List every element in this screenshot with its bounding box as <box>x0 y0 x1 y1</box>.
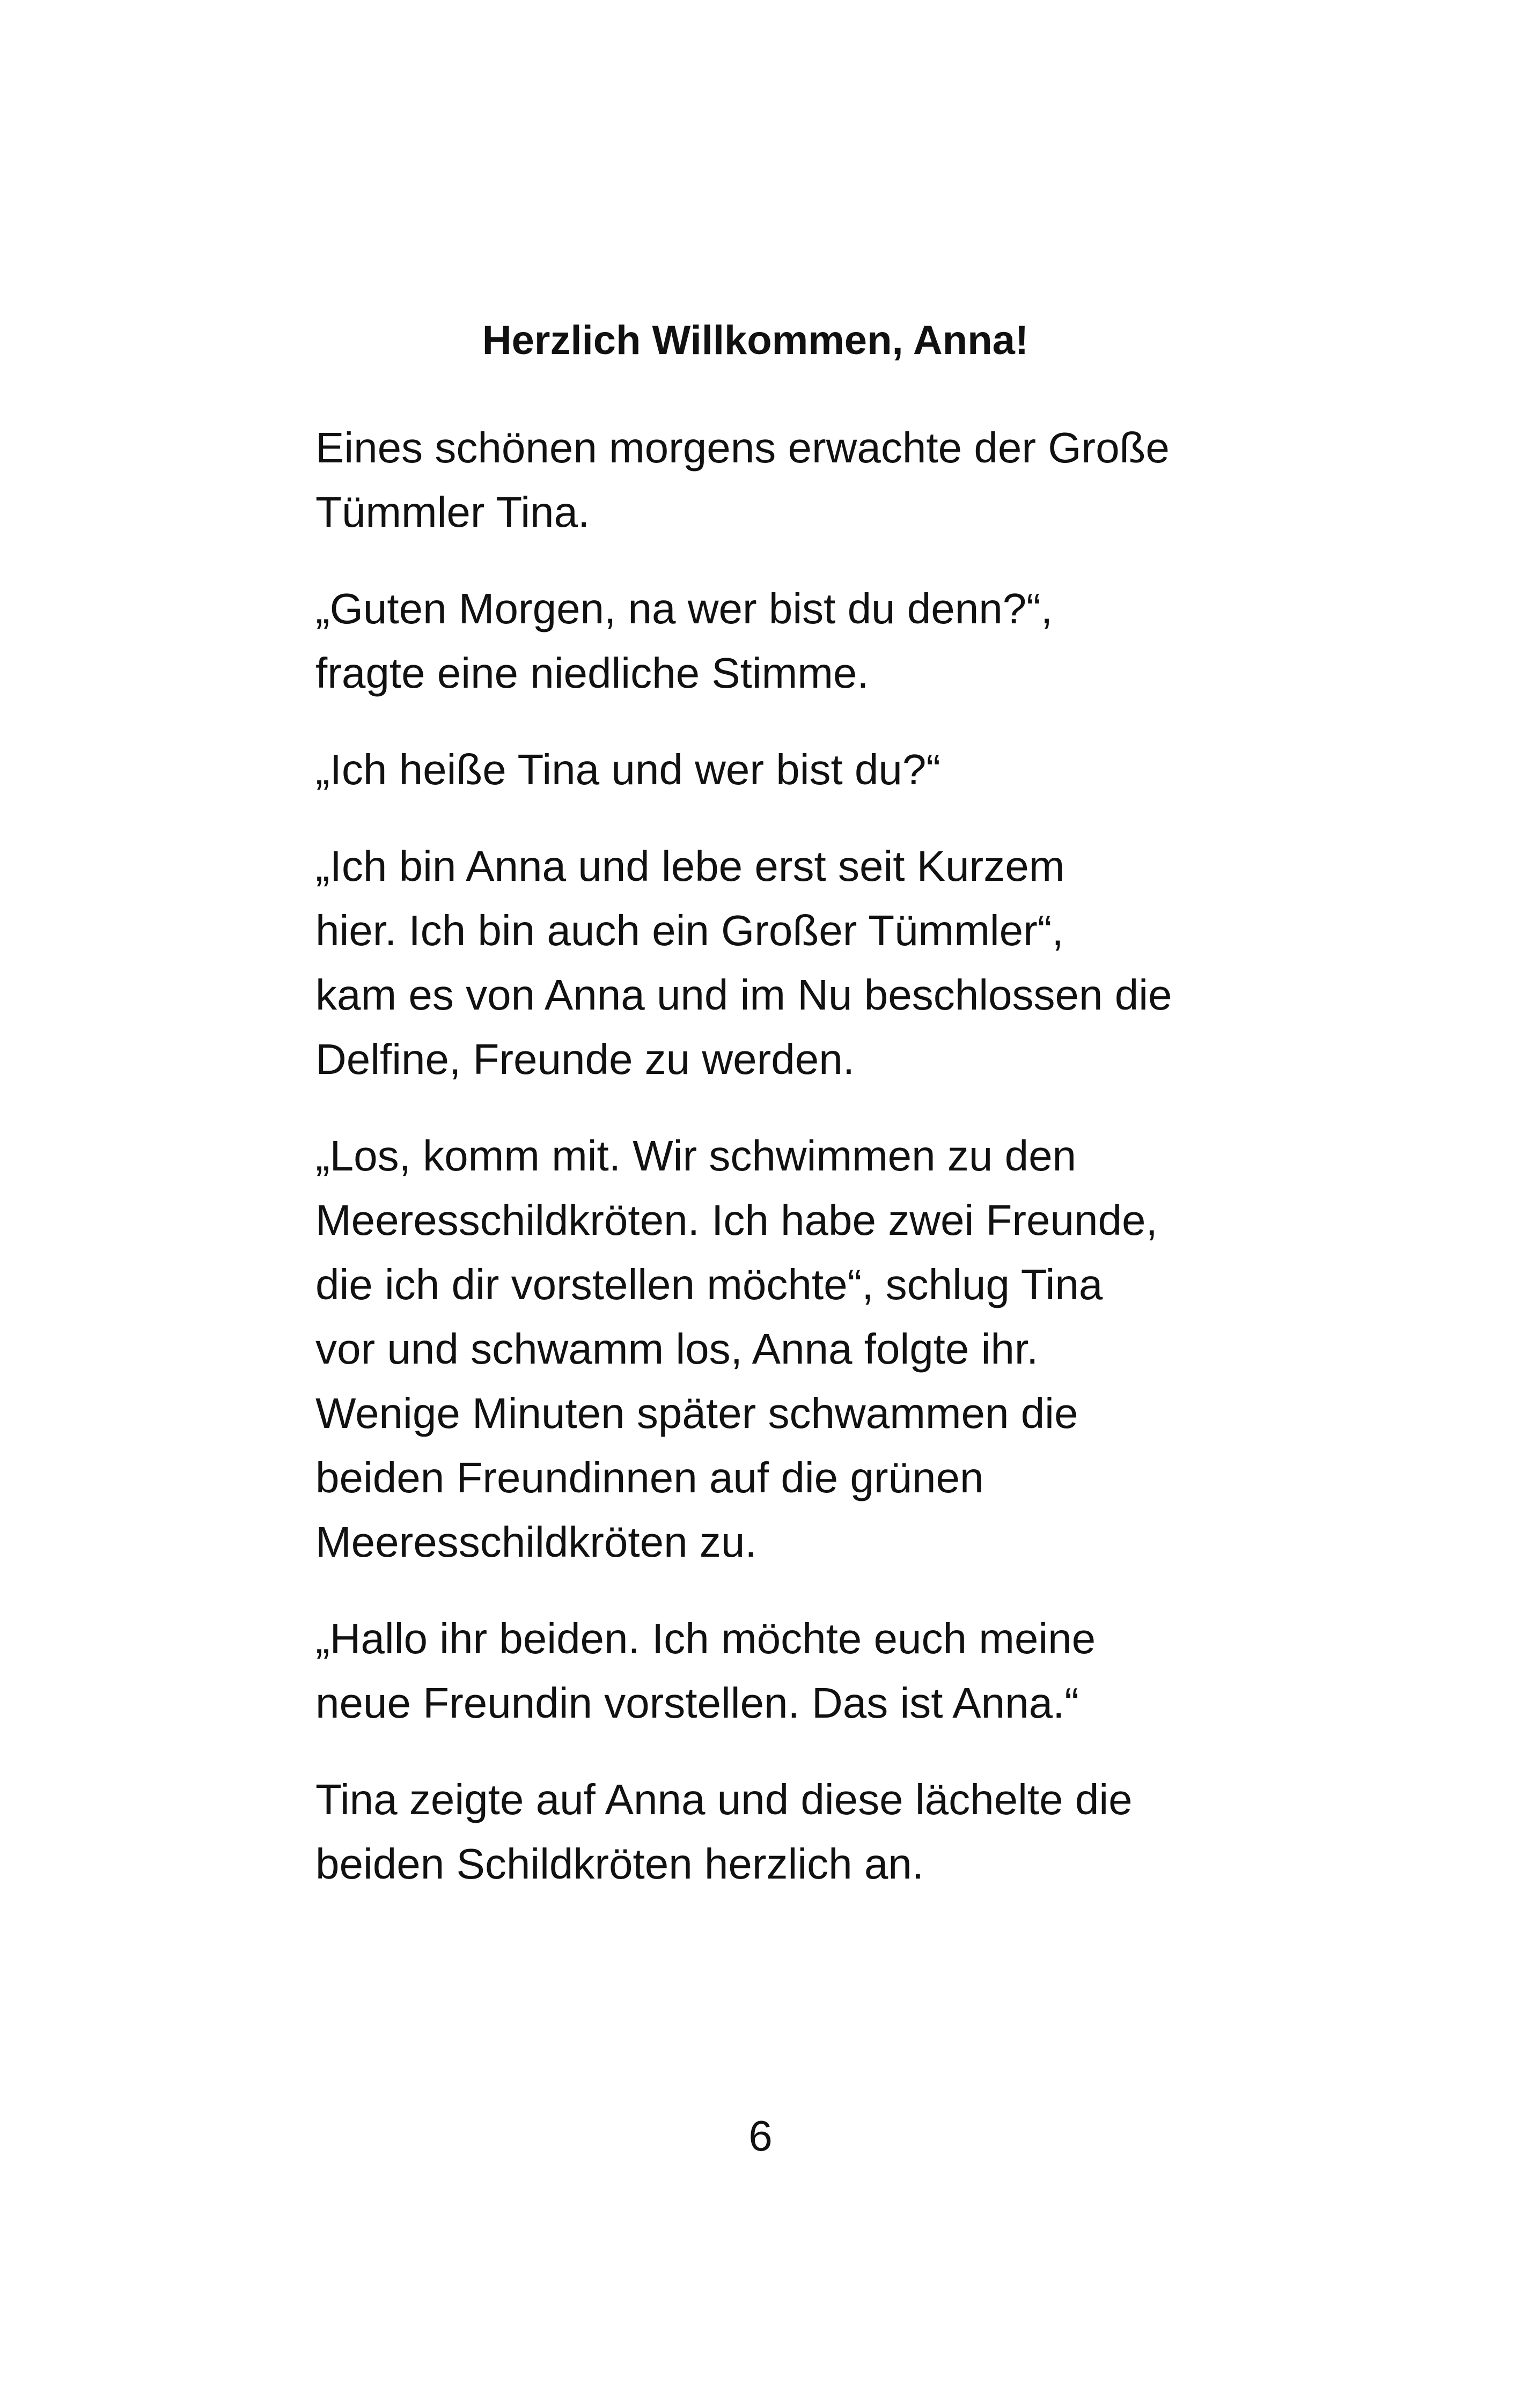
text-line: Eines schönen morgens erwachte der Große <box>315 424 1170 472</box>
text-line: „Ich bin Anna und lebe erst seit Kurzem <box>315 842 1065 890</box>
paragraph <box>315 1768 1217 1896</box>
text-line: Wenige Minuten später schwammen die <box>315 1389 1078 1437</box>
paragraph <box>315 1124 1217 1574</box>
chapter-title: Herzlich Willkommen, Anna! <box>482 318 1029 363</box>
text-line: Tümmler Tina. <box>315 488 590 536</box>
paragraph <box>315 834 1217 1092</box>
text-line: neue Freundin vorstellen. Das ist Anna.“ <box>315 1679 1079 1727</box>
text-line: „Guten Morgen, na wer bist du denn?“, <box>315 585 1053 632</box>
text-line: Meeresschildkröten zu. <box>315 1518 757 1566</box>
text-line: beiden Freundinnen auf die grünen <box>315 1454 984 1501</box>
text-line: „Los, komm mit. Wir schwimmen zu den <box>315 1132 1077 1180</box>
text-line: beiden Schildkröten herzlich an. <box>315 1840 924 1888</box>
text-line: Tina zeigte auf Anna und diese lächelte die <box>315 1776 1133 1823</box>
text-line: „Ich heiße Tina und wer bist du?“ <box>315 746 941 793</box>
text-line: kam es von Anna und im Nu beschlossen die <box>315 971 1172 1019</box>
text-line: die ich dir vorstellen möchte“, schlug Tina <box>315 1261 1103 1308</box>
page-number: 6 <box>748 2112 773 2160</box>
text-line: fragte eine niedliche Stimme. <box>315 649 869 697</box>
text-line: Delfine, Freunde zu werden. <box>315 1035 855 1083</box>
paragraph <box>315 416 1217 544</box>
paragraph <box>315 738 1217 802</box>
text-line: vor und schwamm los, Anna folgte ihr. <box>315 1325 1039 1373</box>
paragraph <box>315 577 1217 705</box>
story-text <box>315 416 1217 1928</box>
text-line: hier. Ich bin auch ein Großer Tümmler“, <box>315 907 1064 954</box>
paragraph <box>315 1607 1217 1735</box>
text-line: Meeresschildkröten. Ich habe zwei Freunde, <box>315 1196 1158 1244</box>
text-line: „Hallo ihr beiden. Ich möchte euch meine <box>315 1615 1096 1662</box>
